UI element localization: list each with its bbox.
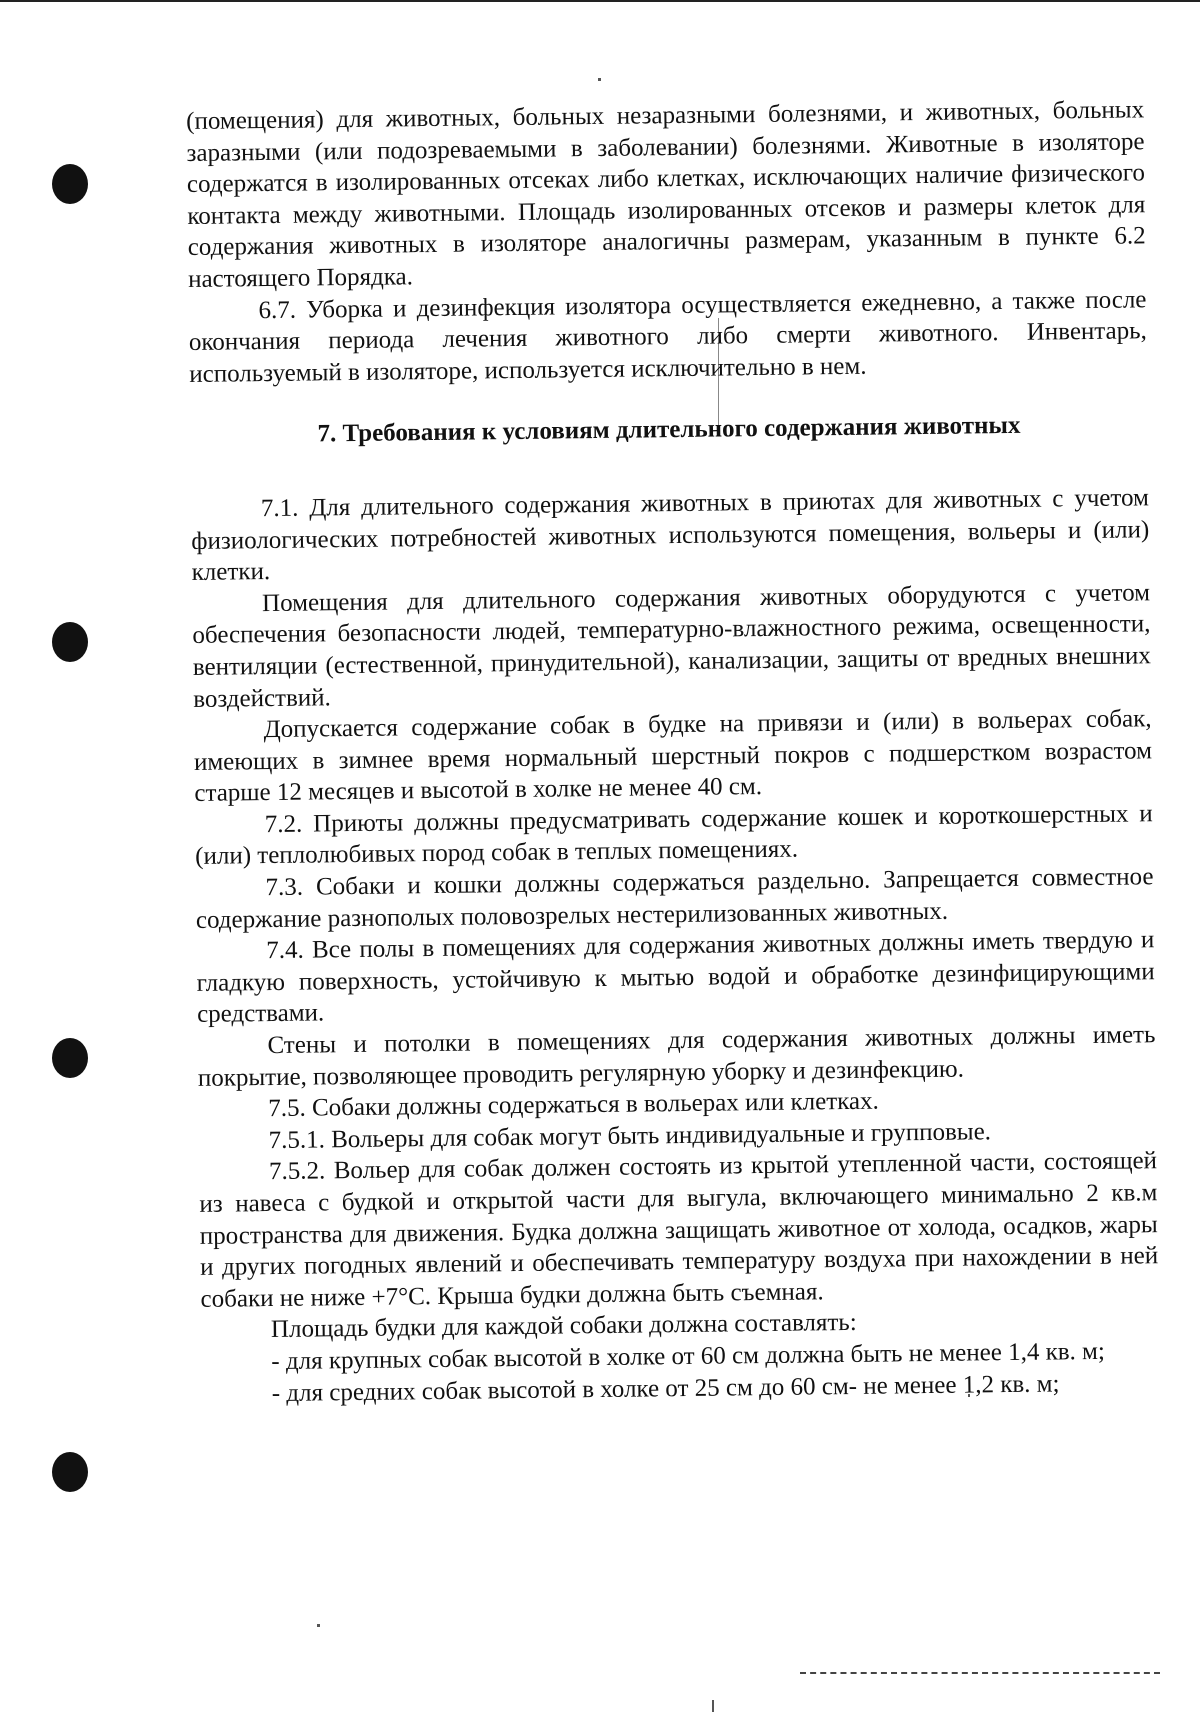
- paragraphs-top: [186, 94, 1147, 390]
- paragraph: 7.5.2. Вольер для собак должен состоять из крытой утепленной части, состоящей из навеса с будкой и открытой части для выгула, включающего минимально 2 кв.м пространства для движения. Будка должна защищать животное от холода, осадков, жары и других погодных явлений и обеспечивать температуру воздуха при нахождении в ней собаки не ниже +7°С. Крыша будки должна быть съемная.: [199, 1147, 1159, 1313]
- paragraph: Помещения для длительного содержания животных оборудуются с учетом обеспечения безопасности людей, температурно-влажностного режима, освещенности, вентиляции (естественной, принудительной), канализации, защиты от вредных внешних воздействий.: [192, 578, 1151, 713]
- paragraph: - для средних собак высотой в холке от 25 см до 60 см- не менее 1,2 кв. м;: [271, 1369, 1060, 1407]
- document-body: [186, 94, 1160, 1410]
- punch-hole: [52, 164, 88, 204]
- punch-hole: [52, 622, 88, 662]
- paragraph: Допускается содержание собак в будке на привязи и (или) в вольерах собак, имеющих в зимнее время нормальный шерстный покров с подшерстком возрастом старше 12 месяцев и высотой в холке не менее 40 см.: [193, 705, 1153, 808]
- scan-speck: [598, 78, 601, 81]
- paragraph: 7.5.1. Вольеры для собак могут быть индивидуальные и групповые.: [268, 1118, 992, 1154]
- paragraph: (помещения) для животных, больных незаразными болезнями, и животных, больных заразными (или подозреваемыми в заболевании) болезнями. Животные в изоляторе содержатся в изолированных отсеках либо клетках, исключающих наличие физического контакта между животными. Площадь изолированных отсеков и размеры клеток для содержания животных в изоляторе аналогичны размерам, указанным в пункте 6.2 настоящего Порядка.: [186, 96, 1146, 293]
- paragraph: Площадь будки для каждой собаки должна составлять:: [270, 1309, 857, 1344]
- paragraph: 7.1. Для длительного содержания животных в приютах для животных с учетом физиологических потребностей животных используются помещения, вольеры и (или) клетки.: [191, 484, 1150, 587]
- scan-speck: [317, 1624, 320, 1627]
- scan-top-border: [0, 0, 1200, 2]
- scan-speck: [712, 1700, 714, 1712]
- punch-hole: [52, 1038, 88, 1078]
- paragraph: 7.5. Собаки должны содержаться в вольерах или клетках.: [268, 1087, 879, 1123]
- paragraph: - для крупных собак высотой в холке от 60 см должна быть не менее 1,4 кв. м;: [271, 1337, 1106, 1376]
- punch-hole: [52, 1452, 88, 1492]
- paragraph: 7.3. Собаки и кошки должны содержаться раздельно. Запрещается совместное содержание разнополых половозрелых нестерилизованных животных.: [195, 863, 1154, 934]
- paragraphs-bottom: [191, 482, 1160, 1410]
- scan-artifact-dash: [800, 1672, 1160, 1674]
- section-heading: 7. Требования к условиям длительного содержания животных: [317, 412, 1021, 448]
- paragraph: 7.4. Все полы в помещениях для содержания животных должны иметь твердую и гладкую поверхность, устойчивую к мытью водой и обработке дезинфицирующими средствами.: [196, 926, 1155, 1029]
- paragraph: Стены и потолки в помещениях для содержания животных должны иметь покрытие, позволяющее проводить регулярную уборку и дезинфекцию.: [197, 1021, 1156, 1092]
- paragraph: 6.7. Уборка и дезинфекция изолятора осуществляется ежедневно, а также после окончания периода лечения животного либо смерти животного. Инвентарь, используемый в изоляторе, используется исключительно в нем.: [188, 285, 1147, 388]
- paragraph: 7.2. Приюты должны предусматривать содержание кошек и короткошерстных и (или) теплолюбивых пород собак в теплых помещениях.: [195, 800, 1153, 871]
